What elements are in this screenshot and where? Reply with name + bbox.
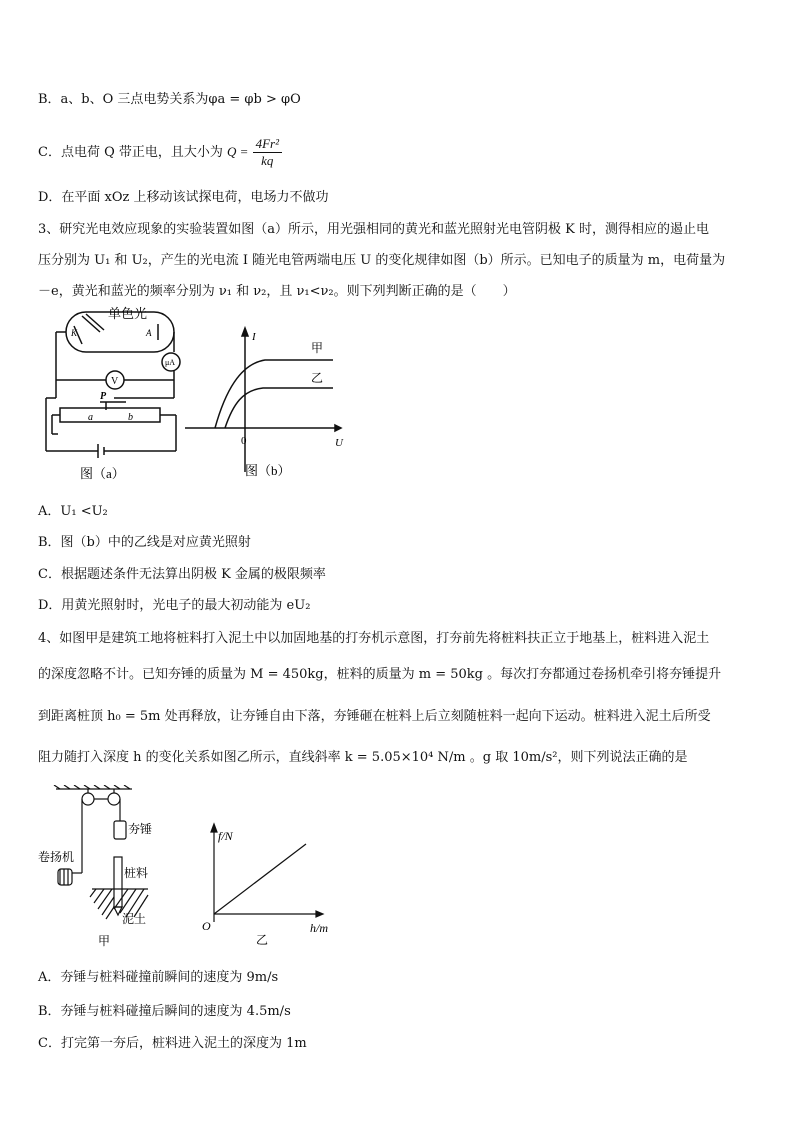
option-d-field: D．在平面 xOz 上移动该试探电荷，电场力不做功: [38, 190, 329, 205]
q4-option-b: B．夯锤与桩料碰撞后瞬间的速度为 4.5m/s: [38, 1004, 291, 1019]
label-hammer: 夯锤: [128, 822, 153, 836]
pulley-left: [82, 793, 94, 805]
label-origin: 0: [241, 435, 247, 447]
q4-option-c: C．打完第一夯后，桩料进入泥土的深度为 1m: [38, 1036, 307, 1051]
figure-a-circuit: [38, 306, 188, 486]
fraction-denominator: kq: [261, 153, 274, 168]
fraction-numerator: 4Fr²: [253, 136, 282, 153]
figure-yi-graph: [196, 822, 346, 950]
q4-stem-line1: 4、如图甲是建筑工地将桩料打入泥土中以加固地基的打夯机示意图，打夯前先将桩料扶正立于地基上，桩料进入泥土: [38, 631, 710, 646]
option-c-charge: [38, 136, 282, 169]
q3-option-c: C．根据题述条件无法算出阴极 K 金属的极限频率: [38, 567, 326, 582]
label-axis-u: U: [335, 437, 343, 449]
q3-stem-line2: 压分别为 U₁ 和 U₂，产生的光电流 I 随光电管两端电压 U 的变化规律如图（b）所示。已知电子的质量为 m，电荷量为: [38, 253, 726, 268]
label-origin-o: O: [202, 919, 211, 933]
f-h-line: [214, 844, 306, 914]
option-c-text: C．点电荷 Q 带正电，且大小为: [38, 145, 223, 160]
q4-stem-line2: 的深度忽略不计。已知夯锤的质量为 M = 450kg，桩料的质量为 m = 50kg 。每次打夯都通过卷扬机牵引将夯锤提升: [38, 667, 722, 682]
label-monochromatic-light: 单色光: [108, 306, 148, 321]
label-curve-jia: 甲: [311, 341, 324, 355]
label-voltmeter: V: [111, 376, 119, 387]
label-axis-f: f/N: [218, 829, 233, 843]
label-cathode-k: K: [71, 328, 78, 338]
label-point-a: a: [88, 412, 93, 423]
q4-stem-line4: 阻力随打入深度 h 的变化关系如图乙所示，直线斜率 k = 5.05×10⁴ N/m 。g 取 10m/s²，则下列说法正确的是: [38, 750, 688, 765]
label-winch: 卷扬机: [38, 850, 75, 864]
rheostat: [60, 408, 160, 422]
label-curve-yi: 乙: [311, 371, 324, 385]
curve-yi: [225, 388, 333, 428]
label-axis-h: h/m: [310, 921, 328, 935]
label-anode-a: A: [146, 328, 152, 338]
hammer: [114, 821, 126, 839]
option-b-potential: B．a、b、O 三点电势关系为φa = φb > φO: [38, 92, 301, 107]
figure-jia-caption: 甲: [98, 934, 111, 948]
q4-stem-line3: 到距离桩顶 h₀ = 5m 处再释放，让夯锤自由下落，夯锤砸在桩料上后立刻随桩料一起向下运动。桩料进入泥土后所受: [38, 709, 711, 724]
figure-b-graph: [185, 322, 345, 482]
label-point-b: b: [128, 412, 133, 423]
q3-stem-line1: 3、研究光电效应现象的实验装置如图（a）所示，用光强相同的黄光和蓝光照射光电管阴极 K 时，测得相应的遏止电: [38, 222, 709, 237]
figure-a-caption: 图（a）: [80, 466, 125, 481]
label-axis-i: I: [252, 331, 256, 343]
label-microammeter: μA: [165, 358, 176, 367]
figure-b-caption: 图（b）: [245, 463, 291, 478]
label-slider-p: P: [100, 391, 107, 402]
q3-option-b: B．图（b）中的乙线是对应黄光照射: [38, 535, 251, 550]
pulley-right: [108, 793, 120, 805]
option-c-lhs: Q =: [227, 144, 249, 159]
q3-option-a: A．U₁ <U₂: [38, 504, 108, 519]
q3-option-d: D．用黄光照射时，光电子的最大初动能为 eU₂: [38, 598, 311, 613]
option-c-fraction: [253, 136, 282, 169]
figure-yi-caption: 乙: [256, 933, 269, 947]
q4-option-a: A．夯锤与桩料碰撞前瞬间的速度为 9m/s: [38, 970, 279, 985]
label-pile: 桩料: [124, 866, 149, 880]
figure-jia-pile-driver: [38, 785, 168, 950]
label-soil: 泥土: [122, 912, 147, 926]
q3-stem-line3: －e，黄光和蓝光的频率分别为 ν₁ 和 ν₂，且 ν₁<ν₂。则下列判断正确的是（ ）: [38, 284, 516, 299]
